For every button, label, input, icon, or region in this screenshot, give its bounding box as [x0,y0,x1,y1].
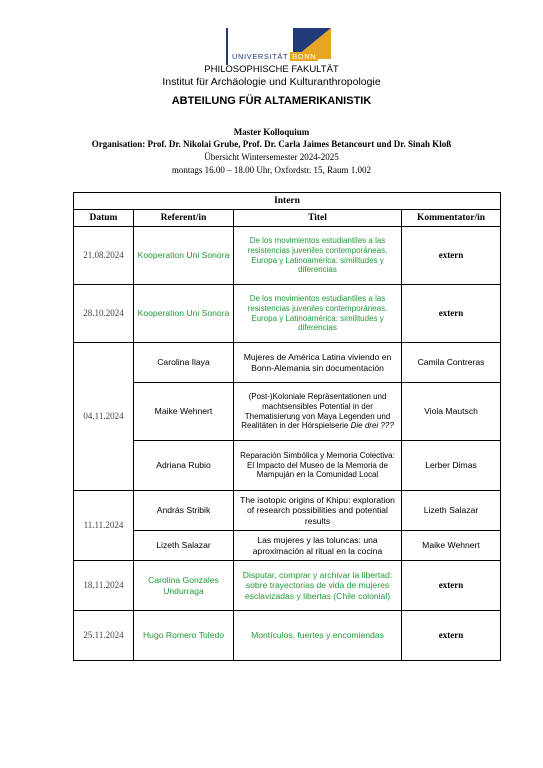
commentator-cell: extern [402,285,501,343]
commentator-cell: Camila Contreras [402,343,501,383]
title-cell: Mujeres de América Latina viviendo en Bonn-Alemania sin documentación [234,343,402,383]
column-header-title: Titel [234,210,402,227]
title-cell: Montículos, fuertes y encomiendas [234,611,402,661]
speaker-cell: Carolina Ilaya [134,343,234,383]
section-header: Intern [74,193,501,210]
speaker-cell: Adriana Rubio [134,441,234,491]
title-cell: The isotopic origins of Khipu: exploration of research possibilities and potential results [234,491,402,531]
commentator-cell: extern [402,227,501,285]
speaker-cell: András Stribik [134,491,234,531]
title-cell: Las mujeres y las toluncas: una aproximación al ritual en la cocina [234,531,402,561]
date-cell: 18.11.2024 [74,561,134,611]
table-row [74,611,501,661]
logo-bar [226,28,228,65]
colloquium-title: Master Kolloquium [233,127,310,137]
column-header-speaker: Referent/in [134,210,234,227]
title-cell: De los movimientos estudiantiles a las resistencias juveniles contemporáneas. Europa y Latinoamérica: similitudes y diferencias [234,227,402,285]
university-logo [226,28,331,66]
speaker-cell: Kooperation Uni Sonora [134,285,234,343]
column-header-date: Datum [74,210,134,227]
institute-name: Institut für Archäologie und Kulturanthropologie [162,76,381,88]
table-row [74,383,501,441]
faculty-name: PHILOSOPHISCHE FAKULTÄT [204,64,339,75]
table-row [74,285,501,343]
table-row [74,561,501,611]
title-text: (Post-)Koloniale Repräsentationen und machtsensibles Potential in der Thematisierung von Maya Legenden und Realitäten in der Hörspielserie [241,392,391,431]
table-row [74,441,501,491]
date-cell: 21.08.2024 [74,227,134,285]
commentator-cell: Viola Mautsch [402,383,501,441]
commentator-cell: Lizeth Salazar [402,491,501,531]
schedule-table [73,192,501,661]
title-cell: Reparación Simbólica y Memoria Colectiva: El Impacto del Museo de la Memoria de Mampuján en la Comunidad Local [234,441,402,491]
date-cell: 25.11.2024 [74,611,134,661]
department-name: ABTEILUNG FÜR ALTAMERIKANISTIK [171,95,372,107]
schedule-line: montags 16.00 – 18.00 Uhr, Oxfordstr. 15, Raum 1.002 [171,165,372,175]
commentator-cell: Lerber Dimas [402,441,501,491]
table-row [74,531,501,561]
column-header-commentator: Kommentator/in [402,210,501,227]
speaker-cell: Hugo Romero Toledo [134,611,234,661]
title-italic: Die drei ??? [350,421,394,431]
speaker-cell: Carolina Gonzales Undurraga [134,561,234,611]
table-row [74,491,501,531]
table-row [74,227,501,285]
table-row [74,343,501,383]
speaker-cell: Maike Wehnert [134,383,234,441]
date-cell: 11.11.2024 [74,491,134,561]
commentator-cell: Maike Wehnert [402,531,501,561]
title-cell: De los movimientos estudiantiles a las resistencias juveniles contemporáneas. Europa y Latinoamérica: similitudes y diferencias [234,285,402,343]
title-cell: Disputar, comprar y archivar la libertad: sobre trayectorias de vida de mujeres esclavizadas y libertas (Chile colonial) [234,561,402,611]
date-cell: 04.11.2024 [74,343,134,491]
logo-text: UNIVERSITÄT BONN [232,52,317,61]
commentator-cell: extern [402,561,501,611]
organisation-line: Organisation: Prof. Dr. Nikolai Grube, Prof. Dr. Carla Jaimes Betancourt und Dr. Sinah Kloß [91,139,452,149]
speaker-cell: Lizeth Salazar [134,531,234,561]
date-cell: 28.10.2024 [74,285,134,343]
speaker-cell: Kooperation Uni Sonora [134,227,234,285]
commentator-cell: extern [402,611,501,661]
semester-line: Übersicht Wintersemester 2024-2025 [204,152,339,162]
title-cell [234,383,402,441]
